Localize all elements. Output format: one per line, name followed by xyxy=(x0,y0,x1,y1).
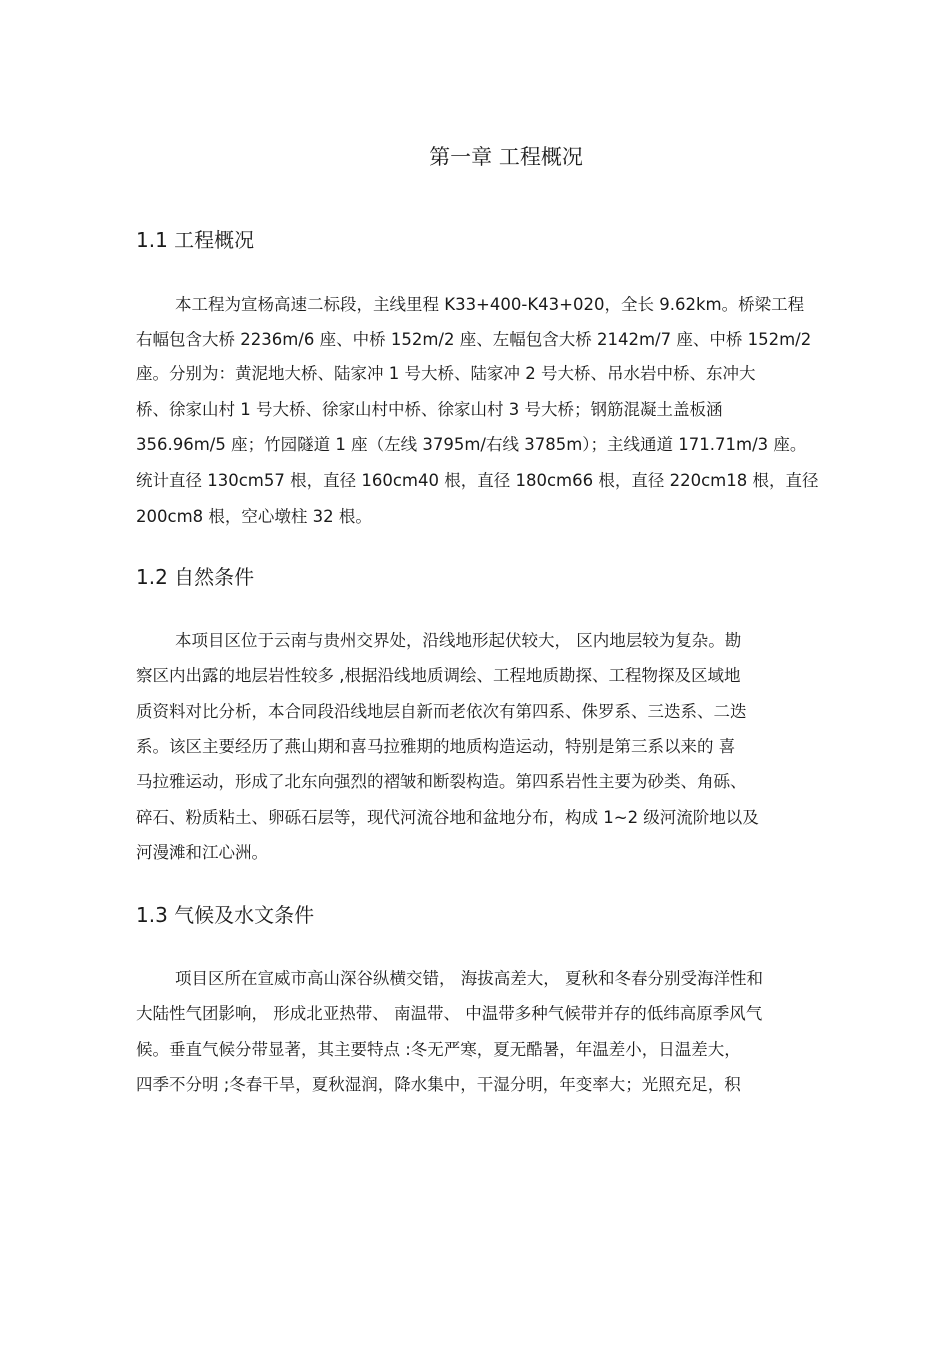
paragraph-line: 本工程为宣杨高速二标段，主线里程 K33+400-K43+020，全长 9.62km。桥梁工程 xyxy=(175,295,805,314)
section-heading-1-3: 1.3 气候及水文条件 xyxy=(136,903,315,927)
paragraph-line: 大陆性气团影响， 形成北亚热带、 南温带、 中温带多种气候带并存的低纬高原季风气 xyxy=(136,1004,763,1023)
paragraph-line: 候。垂直气候分带显著，其主要特点 :冬无严寒，夏无酷暑，年温差小，日温差大， xyxy=(136,1040,741,1059)
paragraph-line: 项目区所在宣威市高山深谷纵横交错， 海拔高差大， 夏秋和冬春分别受海洋性和 xyxy=(175,969,763,988)
paragraph-line: 200cm8 根，空心墩柱 32 根。 xyxy=(136,507,372,526)
paragraph-line: 356.96m/5 座；竹园隧道 1 座（左线 3795m/右线 3785m）；主线通道 171.71m/3 座。 xyxy=(136,435,807,454)
paragraph-line: 质资料对比分析，本合同段沿线地层自新而老依次有第四系、侏罗系、三迭系、二迭 xyxy=(136,702,747,721)
section-heading-1-2: 1.2 自然条件 xyxy=(136,565,255,589)
paragraph-line: 河漫滩和江心洲。 xyxy=(136,843,268,862)
paragraph-line: 系。该区主要经历了燕山期和喜马拉雅期的地质构造运动，特别是第三系以来的 喜 xyxy=(136,737,736,756)
section-heading-1-1: 1.1 工程概况 xyxy=(136,228,255,252)
paragraph-line: 四季不分明 ;冬春干旱，夏秋湿润，降水集中，干湿分明，年变率大；光照充足，积 xyxy=(136,1075,741,1094)
paragraph-line: 座。分别为：黄泥地大桥、陆家冲 1 号大桥、陆家冲 2 号大桥、吊水岩中桥、东冲大 xyxy=(136,364,756,383)
paragraph-line: 本项目区位于云南与贵州交界处，沿线地形起伏较大， 区内地层较为复杂。勘 xyxy=(175,631,742,650)
paragraph-line: 碎石、粉质粘土、卵砾石层等，现代河流谷地和盆地分布，构成 1~2 级河流阶地以及 xyxy=(136,808,759,827)
paragraph-line: 马拉雅运动，形成了北东向强烈的褶皱和断裂构造。第四系岩性主要为砂类、角砾、 xyxy=(136,772,747,791)
paragraph-line: 桥、徐家山村 1 号大桥、徐家山村中桥、徐家山村 3 号大桥；钢筋混凝土盖板涵 xyxy=(136,400,723,419)
paragraph-line: 统计直径 130cm57 根，直径 160cm40 根，直径 180cm66 根，直径 220cm18 根，直径 xyxy=(136,471,819,490)
chapter-title: 第一章 工程概况 xyxy=(429,145,583,169)
paragraph-line: 右幅包含大桥 2236m/6 座、中桥 152m/2 座、左幅包含大桥 2142m/7 座、中桥 152m/2 xyxy=(136,330,812,349)
paragraph-line: 察区内出露的地层岩性较多 ,根据沿线地质调绘、工程地质勘探、工程物探及区域地 xyxy=(136,666,741,685)
